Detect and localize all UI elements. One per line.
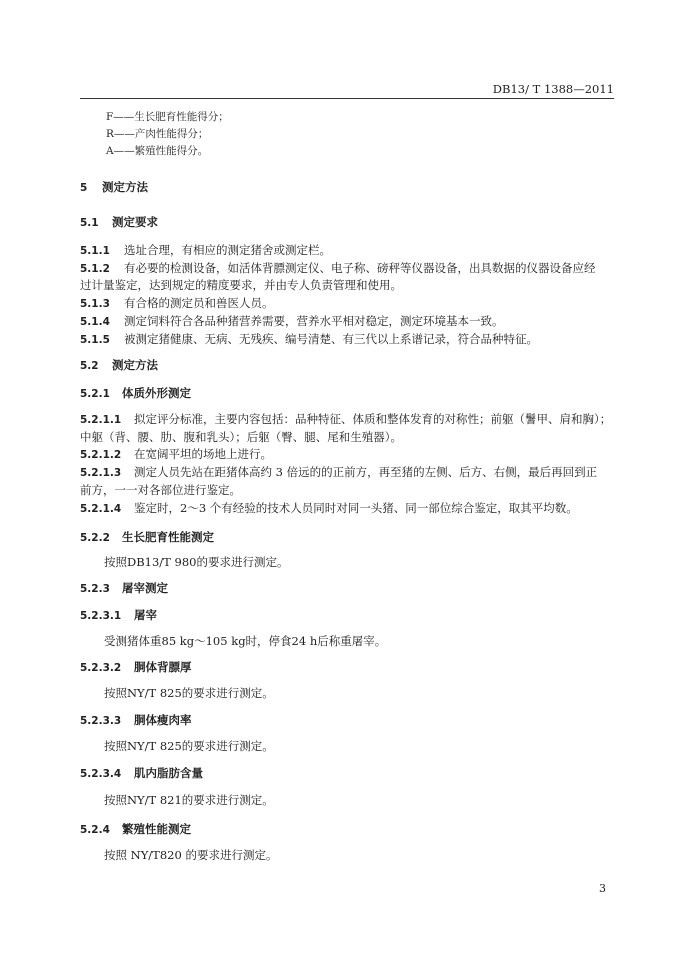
section-title: 肌内脂肪含量	[134, 766, 203, 780]
standard-number: DB13/ T 1388—2011	[492, 82, 614, 96]
clause-5-2-1-4	[80, 501, 614, 517]
clause-5-1-2	[80, 261, 614, 277]
clause-number: 5.2.1.2	[80, 449, 122, 461]
section-5-2-3-2-heading	[80, 660, 614, 676]
section-number: 5.2.3.4	[80, 768, 122, 780]
clause-number: 5.1.3	[80, 298, 110, 310]
section-number: 5.2.1	[80, 388, 110, 400]
clause-number: 5.2.1.4	[80, 503, 122, 515]
symbol-definition-a: A——繁殖性能得分。	[106, 145, 209, 157]
clause-text: 在宽阔平坦的场地上进行。	[134, 447, 272, 461]
clause-5-2-1-2	[80, 447, 614, 463]
section-title: 体质外形测定	[122, 386, 191, 400]
section-5-2-3-4-heading	[80, 766, 614, 782]
section-5-2-heading	[80, 358, 614, 374]
clause-number: 5.1.2	[80, 263, 110, 275]
clause-5-2-1-1-continuation: 中躯（背、腰、肋、腹和乳头）；后躯（臀、腿、尾和生殖器）。	[80, 430, 402, 444]
section-5-heading	[80, 180, 614, 196]
section-title: 屠宰	[134, 608, 157, 622]
section-number: 5.1	[80, 217, 99, 229]
clause-text: 测定饲料符合各品种猪营养需要，营养水平相对稳定，测定环境基本一致。	[124, 314, 504, 328]
section-number: 5.2.3	[80, 583, 110, 595]
section-title: 胴体瘦肉率	[134, 713, 192, 727]
section-title: 测定方法	[102, 180, 148, 194]
clause-number: 5.2.1.1	[80, 414, 122, 426]
clause-5-2-3-1-text: 受测猪体重85 kg～105 kg时，停食24 h后称重屠宰。	[104, 634, 387, 648]
section-number: 5.2.2	[80, 532, 110, 544]
clause-5-2-1-1	[80, 412, 614, 428]
clause-text: 有必要的检测设备，如活体背膘测定仪、电子称、磅秤等仪器设备，出具数据的仪器设备应经	[124, 261, 596, 275]
clause-5-2-3-3-text: 按照NY/T 825的要求进行测定。	[104, 739, 274, 753]
clause-5-1-2-continuation: 过计量鉴定，达到规定的精度要求，并由专人负责管理和使用。	[80, 278, 402, 292]
clause-5-1-4	[80, 314, 614, 330]
section-number: 5	[80, 182, 88, 194]
section-title: 繁殖性能测定	[122, 822, 191, 836]
symbol-definition-f: F——生长肥育性能得分；	[106, 111, 229, 123]
clause-number: 5.1.4	[80, 316, 110, 328]
clause-5-1-1	[80, 243, 614, 259]
header-rule	[80, 98, 614, 99]
clause-text: 拟定评分标准，主要内容包括：品种特征、体质和整体发育的对称性；前躯（鬐甲、肩和胸）；	[134, 412, 612, 426]
section-number: 5.2.3.2	[80, 662, 122, 674]
section-5-2-4-heading	[80, 822, 614, 838]
section-5-2-1-heading	[80, 386, 614, 402]
clause-5-1-3	[80, 296, 614, 312]
clause-5-2-3-4-text: 按照NY/T 821的要求进行测定。	[104, 793, 274, 807]
section-5-2-3-3-heading	[80, 713, 614, 729]
section-5-2-3-heading	[80, 581, 614, 597]
clause-text: 被测定猪健康、无病、无残疾、编号清楚、有三代以上系谱记录，符合品种特征。	[124, 332, 538, 346]
section-title: 胴体背膘厚	[134, 660, 192, 674]
section-number: 5.2.3.3	[80, 715, 122, 727]
clause-number: 5.2.1.3	[80, 467, 122, 479]
clause-5-2-2-text: 按照DB13/T 980的要求进行测定。	[104, 555, 289, 569]
clause-number: 5.1.5	[80, 334, 110, 346]
symbol-definition-r: R——产肉性能得分；	[106, 128, 209, 140]
section-number: 5.2	[80, 360, 99, 372]
clause-text: 鉴定时，2～3 个有经验的技术人员同时对同一头猪、同一部位综合鉴定，取其平均数。	[134, 501, 578, 515]
section-number: 5.2.4	[80, 824, 110, 836]
section-5-1-heading	[80, 215, 614, 231]
clause-number: 5.1.1	[80, 245, 110, 257]
clause-text: 测定人员先站在距猪体高约 3 倍远的的正前方，再至猪的左侧、后方、右侧，最后再回到正	[134, 465, 598, 479]
section-5-2-3-1-heading	[80, 608, 614, 624]
clause-5-2-3-2-text: 按照NY/T 825的要求进行测定。	[104, 686, 274, 700]
clause-5-1-5	[80, 332, 614, 348]
clause-5-2-4-text: 按照 NY/T820 的要求进行测定。	[104, 848, 278, 862]
section-number: 5.2.3.1	[80, 610, 122, 622]
section-5-2-2-heading	[80, 530, 614, 546]
section-title: 测定方法	[112, 358, 158, 372]
clause-text: 有合格的测定员和兽医人员。	[124, 296, 274, 310]
clause-5-2-1-3-continuation: 前方，一一对各部位进行鉴定。	[80, 483, 241, 497]
clause-5-2-1-3	[80, 465, 614, 481]
section-title: 测定要求	[112, 215, 158, 229]
section-title: 屠宰测定	[122, 581, 168, 595]
page-number: 3	[599, 882, 606, 895]
clause-text: 选址合理，有相应的测定猪舍或测定栏。	[124, 243, 331, 257]
section-title: 生长肥育性能测定	[122, 530, 214, 544]
